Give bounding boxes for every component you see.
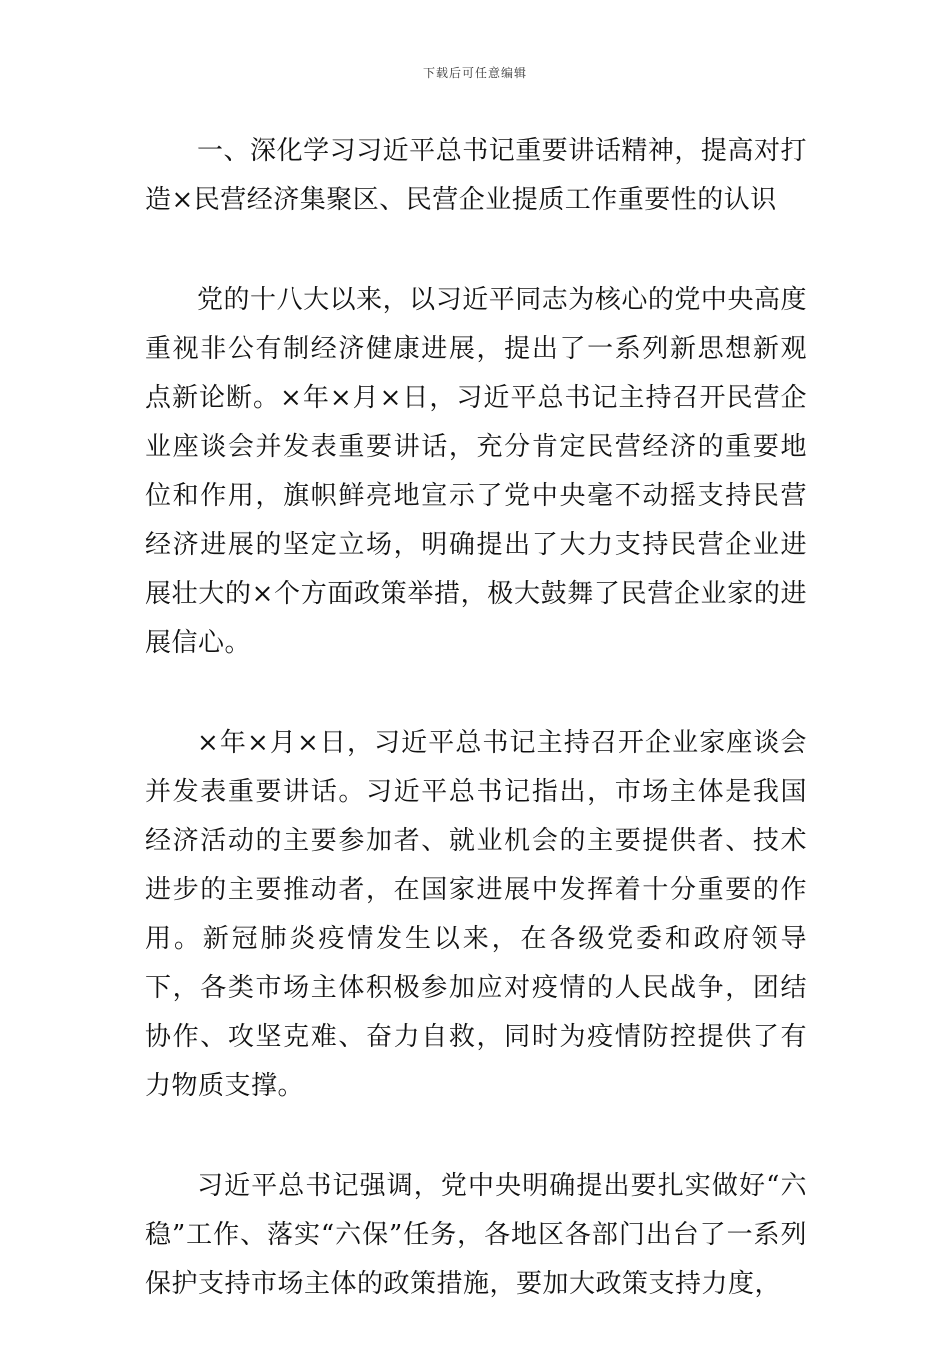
document-body <box>145 127 807 1360</box>
section-heading-paragraph: 一、深化学习习近平总书记重要讲话精神，提高对打造×民营经济集聚区、民营企业提质工作重要性的认识 <box>145 136 807 215</box>
header-note: 下载后可任意编辑 <box>422 66 527 80</box>
body-paragraph: 习近平总书记强调，党中央明确提出要扎实做好“六稳”工作、落实“六保”任务，各地区各部门出台了一系列保护支持市场主体的政策措施，要加大政策支持力度， <box>145 1171 807 1299</box>
body-paragraph: 党的十八大以来，以习近平同志为核心的党中央高度重视非公有制经济健康进展，提出了一系列新思想新观点新论断。×年×月×日，习近平总书记主持召开民营企业座谈会并发表重要讲话，充分肯定民营经济的重要地位和作用，旗帜鲜亮地宣示了党中央毫不动摇支持民营经济进展的坚定立场，明确提出了大力支持民营企业进展壮大的×个方面政策举措，极大鼓舞了民营企业家的进展信心。 <box>145 285 807 658</box>
body-paragraph: ×年×月×日，习近平总书记主持召开企业家座谈会并发表重要讲话。习近平总书记指出，市场主体是我国经济活动的主要参加者、就业机会的主要提供者、技术进步的主要推动者，在国家进展中发挥着十分重要的作用。新冠肺炎疫情发生以来，在各级党委和政府领导下，各类市场主体积极参加应对疫情的人民战争，团结协作、攻坚克难、奋力自救，同时为疫情防控提供了有力物质支撑。 <box>145 728 807 1101</box>
